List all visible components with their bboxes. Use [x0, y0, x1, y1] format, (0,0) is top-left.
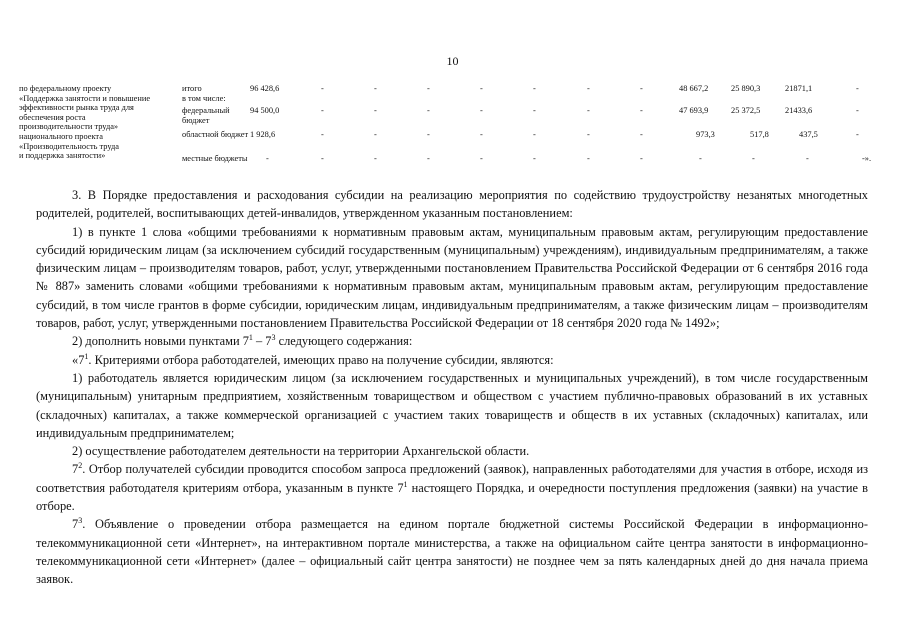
row-value-1: 48 667,2	[679, 84, 709, 93]
row-source: федеральный бюджет	[182, 106, 230, 125]
row-value-1: 47 693,9	[679, 106, 709, 115]
table-row	[19, 154, 889, 166]
row-dash: -	[321, 154, 324, 163]
row-value-3: -	[806, 154, 809, 163]
paragraph	[36, 460, 868, 515]
paragraph	[36, 351, 868, 369]
row-total: 94 500,0	[250, 106, 280, 115]
row-value-2: 25 372,5	[731, 106, 761, 115]
row-dash: -	[587, 154, 590, 163]
superscript: 1	[403, 479, 408, 489]
row-dash: -	[374, 106, 377, 115]
text-run: 2) дополнить новыми пунктами 7	[72, 334, 249, 349]
row-source: областной бюджет	[182, 130, 249, 139]
superscript: 2	[78, 461, 83, 471]
text-run: «7	[72, 352, 85, 367]
project-label-line: обеспечения роста	[19, 112, 86, 122]
superscript: 3	[78, 516, 83, 526]
row-dash: -	[640, 130, 643, 139]
text-run: 7	[72, 462, 79, 477]
project-label-line: производительности труда»	[19, 122, 119, 132]
text-run: . Отбор получателей субсидии проводится способом запроса предложений (заявок), направленных работодателями для участия в отборе, исходя из соответствия работодателя критериям отбора, указанным в пункте 7	[36, 462, 868, 495]
row-dash: -	[321, 130, 324, 139]
project-label-line: «Поддержка занятости и повышение	[19, 93, 151, 103]
row-dash: -	[374, 130, 377, 139]
row-dash: -	[321, 84, 324, 93]
row-dash: -	[587, 106, 590, 115]
row-dash: -	[587, 84, 590, 93]
project-label-line: национального проекта	[19, 131, 103, 141]
row-dash: -	[427, 84, 430, 93]
row-value-3: 21871,1	[785, 84, 813, 93]
row-source: итого	[182, 84, 202, 93]
row-source: местные бюджеты	[182, 154, 248, 163]
row-value-3: 21433,6	[785, 106, 813, 115]
paragraph: 2) осуществление работодателем деятельности на территории Архангельской области.	[72, 444, 530, 459]
table-row	[19, 130, 889, 142]
superscript: 3	[271, 333, 276, 343]
project-label-line: эффективности рынка труда для	[19, 103, 134, 113]
row-value-2: 517,8	[750, 130, 769, 139]
row-end: -	[856, 106, 859, 115]
row-dash: -	[480, 106, 483, 115]
row-value-2: 25 890,3	[731, 84, 761, 93]
row-dash: -	[427, 130, 430, 139]
row-dash: -	[533, 106, 536, 115]
row-dash: -	[533, 84, 536, 93]
project-label-line: и поддержка занятости»	[19, 151, 106, 161]
row-total: 96 428,6	[250, 84, 280, 93]
superscript: 1	[248, 333, 253, 343]
text-run: 7	[72, 517, 79, 532]
row-dash: -	[321, 106, 324, 115]
paragraph: 3. В Порядке предоставления и расходования субсидии на реализацию мероприятия по содействию трудоустройству незанятых многодетных родителей, родителей, воспитывающих детей-инвалидов, утвержденном указанным постановлением:	[36, 188, 868, 221]
row-value-1: 973,3	[696, 130, 715, 139]
text-run: – 7	[252, 334, 272, 349]
paragraph: 1) в пункте 1 слова «общими требованиями к нормативным правовым актам, муниципальным правовым актам, регулирующим предоставление субсидий юридическим лицам (за исключением субсидий государственным (муниципальным) учреждениям), индивидуальным предпринимателям, а также физическим лицам – производителям товаров, работ, услуг, утвержденными постановлением Правительства Российской Федерации от 6 сентября 2016 года № 887» заменить словами «общими требованиями к нормативным правовым актам, муниципальным правовым актам, регулирующим предоставление субсидий, в том числе грантов в форме субсидии, юридическим лицам, индивидуальным предпринимателям, а также физическим лицам – производителям товаров, работ, услуг, утвержденными постановлением Правительства Российской Федерации от 18 сентября 2020 года № 1492»;	[36, 224, 868, 331]
row-dash: -	[640, 84, 643, 93]
text-run: . Критериями отбора работодателей, имеющих право на получение субсидии, являются:	[88, 352, 554, 367]
document-body	[36, 186, 868, 589]
row-dash: -	[374, 154, 377, 163]
row-value-3: 437,5	[799, 130, 818, 139]
paragraph	[36, 332, 868, 350]
project-label-line: по федеральному проекту	[19, 84, 112, 93]
text-run: следующего содержания:	[275, 334, 413, 349]
paragraph: 1) работодатель является юридическим лицом (за исключением государственных и муниципальных учреждений), в том числе государственным (муниципальным) унитарным предприятием, хозяйственным товариществом и обществом с участием публично-правовых образований в их уставных (складочных) капиталах, а также коммерческой организацией с участием таких товариществ и обществ в их уставных (складочных) капиталах, или индивидуальным предпринимателем;	[36, 370, 868, 440]
row-dash: -	[640, 106, 643, 115]
project-label-line: «Производительность труда	[19, 141, 120, 151]
row-end: -	[856, 84, 859, 93]
row-dash: -	[480, 130, 483, 139]
row-dash: -	[427, 106, 430, 115]
row-source: в том числе:	[182, 94, 226, 103]
page-number: 10	[446, 54, 459, 68]
row-total: 1 928,6	[250, 130, 276, 139]
row-value-2: -	[752, 154, 755, 163]
row-dash: -	[427, 154, 430, 163]
superscript: 1	[84, 351, 89, 361]
row-dash: -	[480, 84, 483, 93]
row-dash: -	[374, 84, 377, 93]
table-row	[19, 94, 889, 106]
row-dash: -	[533, 154, 536, 163]
row-end: -	[856, 130, 859, 139]
row-dash: -	[480, 154, 483, 163]
row-total: -	[266, 154, 269, 163]
text-run: настоящего Порядка, и очередности поступления предложения (заявки) на участие в отборе.	[36, 480, 868, 514]
row-value-1: -	[699, 154, 702, 163]
row-dash: -	[640, 154, 643, 163]
text-run: . Объявление о проведении отбора размещается на едином портале бюджетной системы Российской Федерации в информационно-телекоммуникационной сети «Интернет», на интерактивном портале министерства, а также на официальном сайте центра занятости в информационно-телекоммуникационной сети «Интернет» (далее – официальный сайт центра занятости) не позднее чем за пять календарных дней до дня начала приема заявок.	[36, 517, 868, 587]
row-dash: -	[533, 130, 536, 139]
row-dash: -	[587, 130, 590, 139]
table-row	[19, 106, 889, 125]
row-end: -».	[862, 154, 872, 163]
paragraph	[36, 515, 868, 588]
